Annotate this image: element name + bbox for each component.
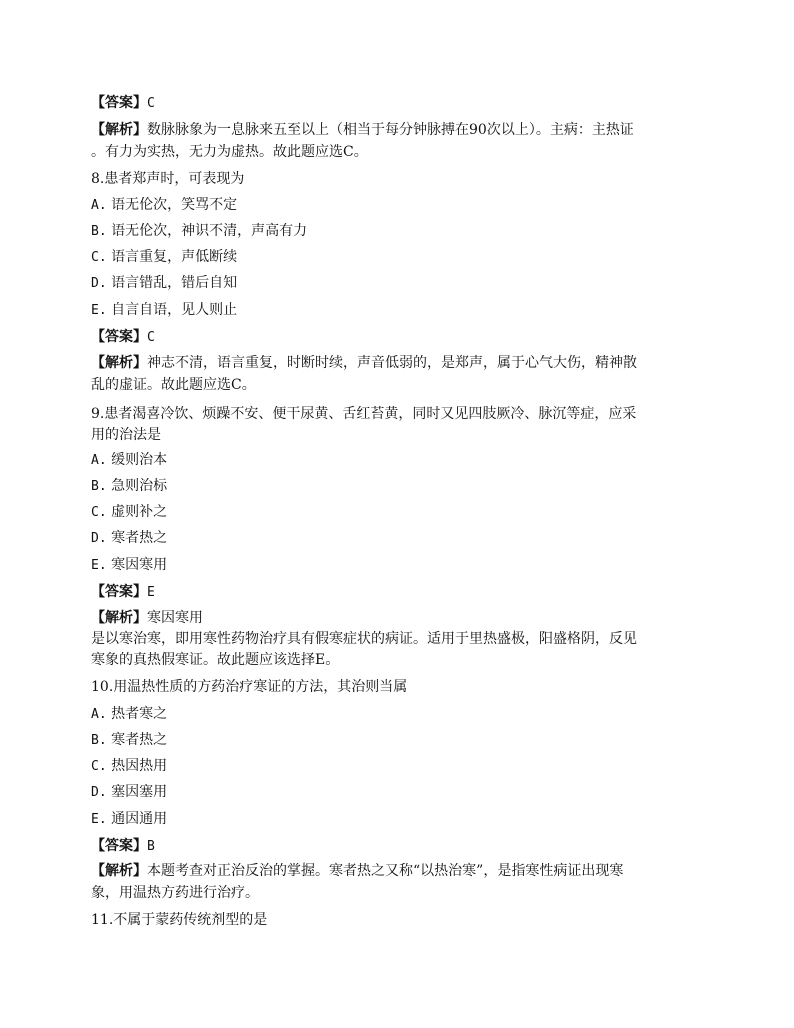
answer-line (91, 837, 155, 856)
option-e: E. 自言自语，见人则止 (91, 302, 238, 318)
analysis-line (91, 121, 634, 139)
option-b: B. 语无伦次，神识不清，声高有力 (91, 223, 308, 239)
option-b: B. 寒者热之 (91, 732, 168, 748)
answer-label: 【答案】 (91, 838, 147, 854)
answer-line (91, 94, 155, 113)
option-c: C. 虚则补之 (91, 504, 168, 520)
answer-value: B (147, 839, 155, 854)
answer-line (91, 328, 155, 347)
option-b: B. 急则治标 (91, 478, 168, 494)
question-stem: 11.不属于蒙药传统剂型的是 (91, 912, 268, 928)
analysis-continuation: 寒象的真热假寒证。故此题应该选择E。 (91, 652, 340, 668)
analysis-continuation: 是以寒治寒，即用寒性药物治疗具有假寒症状的病证。适用于里热盛极，阳盛格阴，反见 (91, 631, 637, 647)
analysis-line (91, 862, 623, 880)
analysis-line (91, 354, 637, 372)
answer-label: 【答案】 (91, 95, 147, 111)
analysis-text: 本题考查对正治反治的掌握。寒者热之又称“以热治寒”，是指寒性病证出现寒 (147, 863, 624, 879)
answer-value: C (147, 96, 155, 111)
analysis-continuation: 。有力为实热，无力为虚热。故此题应选C。 (91, 144, 368, 160)
option-d: D. 语言错乱，错后自知 (91, 275, 238, 291)
answer-line (91, 583, 155, 602)
analysis-label: 【解析】 (91, 863, 147, 879)
option-c: C. 语言重复，声低断续 (91, 249, 238, 265)
analysis-text: 寒因寒用 (147, 610, 203, 626)
option-a: A. 缓则治本 (91, 452, 168, 468)
answer-value: E (147, 585, 155, 600)
option-d: D. 塞因塞用 (91, 784, 168, 800)
analysis-label: 【解析】 (91, 610, 147, 626)
analysis-text: 数脉脉象为一息脉来五至以上（相当于每分钟脉搏在90次以上）。主病：主热证 (147, 122, 634, 138)
option-a: A. 语无伦次，笑骂不定 (91, 197, 238, 213)
option-c: C. 热因热用 (91, 758, 168, 774)
answer-label: 【答案】 (91, 329, 147, 345)
analysis-label: 【解析】 (91, 122, 147, 138)
analysis-text: 神志不清，语言重复，时断时续，声音低弱的，是郑声，属于心气大伤，精神散 (147, 355, 637, 371)
question-stem: 9.患者渴喜冷饮、烦躁不安、便干尿黄、舌红苔黄，同时又见四肢厥冷、脉沉等症，应采 (91, 406, 637, 422)
answer-label: 【答案】 (91, 584, 147, 600)
question-stem: 10.用温热性质的方药治疗寒证的方法，其治则当属 (91, 679, 408, 695)
option-e: E. 寒因寒用 (91, 557, 168, 573)
question-stem: 8.患者郑声时，可表现为 (91, 171, 245, 187)
analysis-line (91, 609, 203, 627)
analysis-continuation: 象，用温热方药进行治疗。 (91, 885, 259, 901)
option-d: D. 寒者热之 (91, 530, 168, 546)
analysis-continuation: 乱的虚证。故此题应选C。 (91, 377, 256, 393)
answer-value: C (147, 330, 155, 345)
option-e: E. 通因通用 (91, 811, 168, 827)
option-a: A. 热者寒之 (91, 706, 168, 722)
question-stem-continuation: 用的治法是 (91, 427, 161, 443)
analysis-label: 【解析】 (91, 355, 147, 371)
